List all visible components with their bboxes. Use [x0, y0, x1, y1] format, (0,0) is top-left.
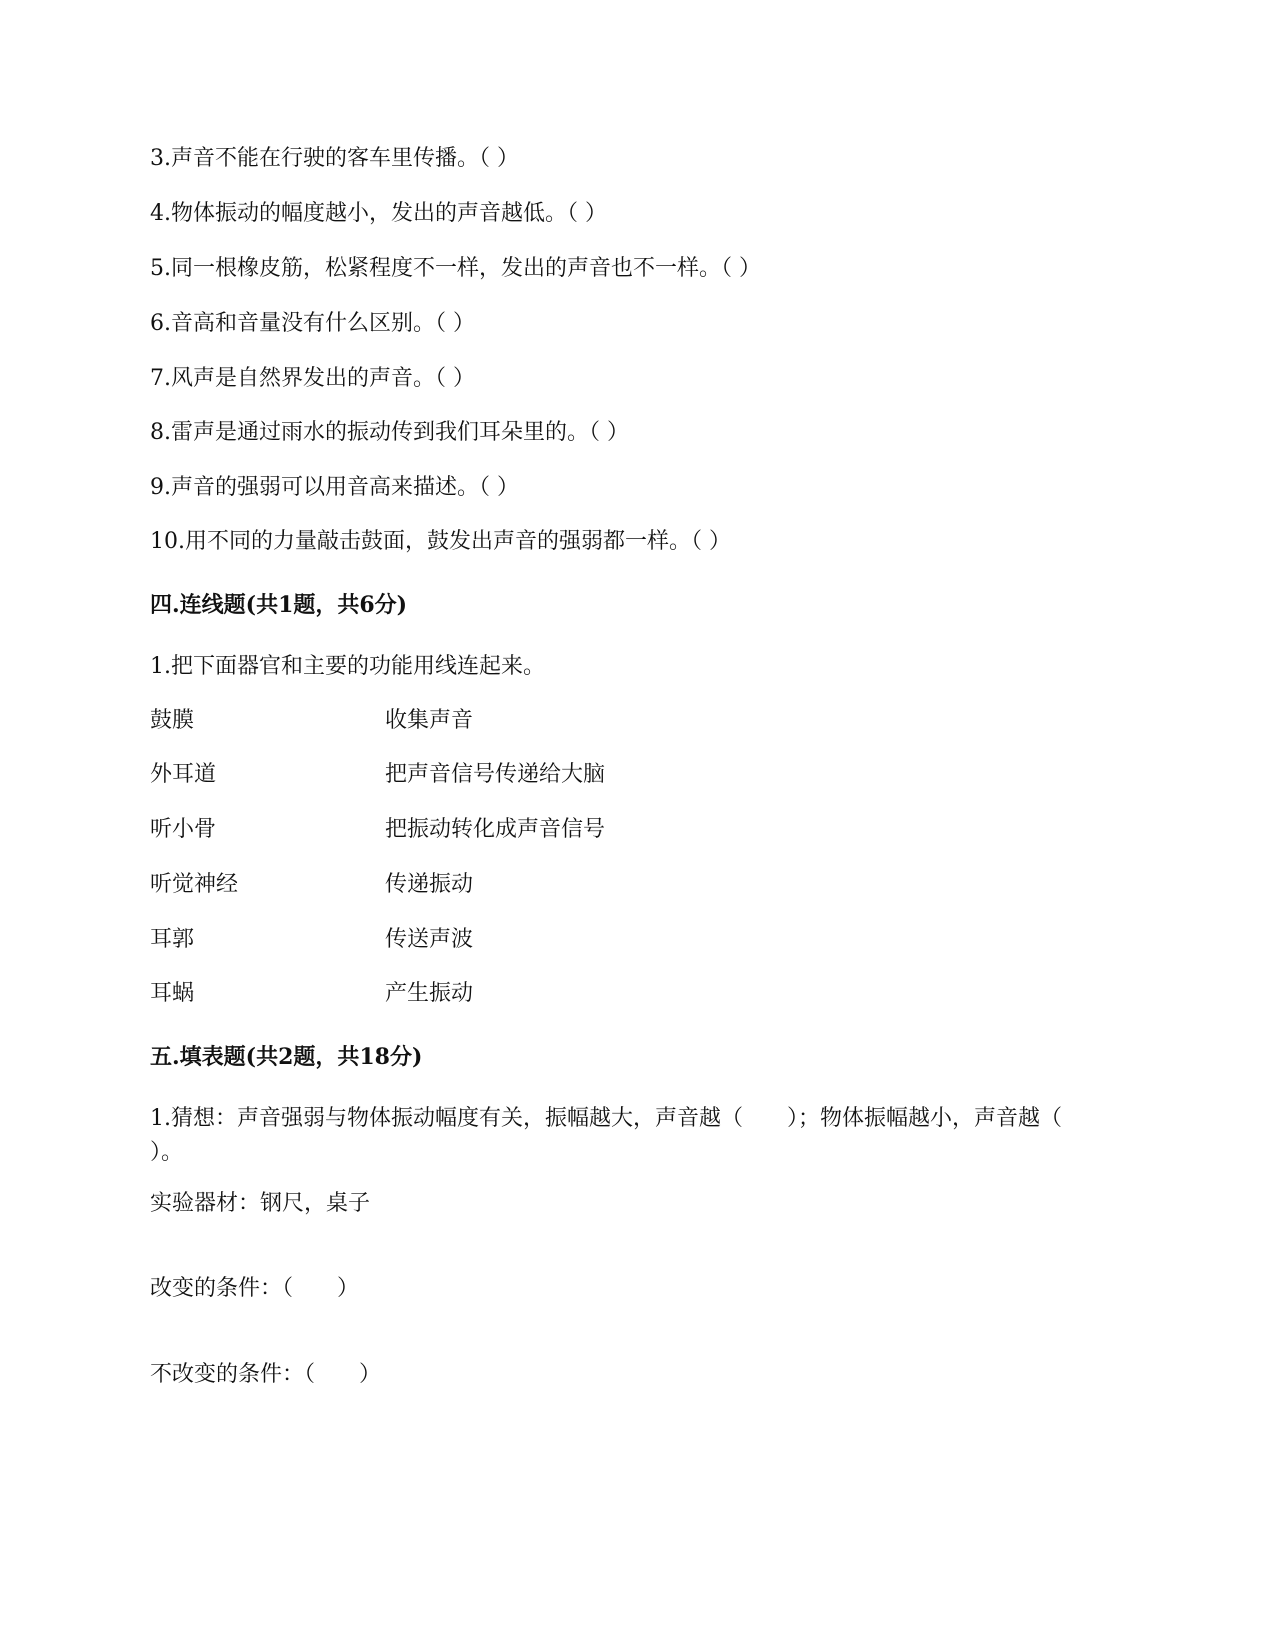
- table-fill-question: 1.猜想：声音强弱与物体振动幅度有关，振幅越大，声音越（ ）；物体振幅越小，声音越（ ）。: [150, 1106, 1107, 1165]
- section-heading-matching: 四.连线题(共1题，共6分): [150, 592, 408, 618]
- matching-right-item: 把振动转化成声音信号: [385, 817, 606, 842]
- judgement-item-3: 3.声音不能在行驶的客车里传播。（ ）: [150, 146, 519, 171]
- matching-right-item: 把声音信号传递给大脑: [385, 762, 606, 787]
- judgement-item-10: 10.用不同的力量敲击鼓面，鼓发出声音的强弱都一样。（ ）: [150, 529, 731, 554]
- matching-right-item: 收集声音: [385, 708, 474, 733]
- matching-right-item: 传送声波: [385, 927, 474, 952]
- matching-left-item: 外耳道: [150, 762, 217, 787]
- section-heading-table-fill: 五.填表题(共2题，共18分): [150, 1044, 423, 1070]
- matching-left-item: 耳蜗: [150, 981, 195, 1006]
- matching-question: 1.把下面器官和主要的功能用线连起来。: [150, 654, 545, 679]
- matching-left-item: 听觉神经: [150, 872, 239, 897]
- judgement-item-5: 5.同一根橡皮筋，松紧程度不一样，发出的声音也不一样。（ ）: [150, 256, 761, 281]
- matching-right-item: 传递振动: [385, 872, 474, 897]
- matching-left-item: 鼓膜: [150, 708, 195, 733]
- matching-left-item: 听小骨: [150, 817, 217, 842]
- judgement-item-7: 7.风声是自然界发出的声音。（ ）: [150, 366, 475, 391]
- matching-right-item: 产生振动: [385, 981, 474, 1006]
- unchanged-condition: 不改变的条件：（ ）: [150, 1362, 382, 1387]
- experiment-materials: 实验器材：钢尺，桌子: [150, 1191, 371, 1216]
- judgement-item-6: 6.音高和音量没有什么区别。（ ）: [150, 311, 475, 336]
- judgement-item-9: 9.声音的强弱可以用音高来描述。（ ）: [150, 475, 519, 500]
- judgement-item-4: 4.物体振动的幅度越小，发出的声音越低。（ ）: [150, 201, 607, 226]
- changed-condition: 改变的条件：（ ）: [150, 1276, 360, 1301]
- judgement-item-8: 8.雷声是通过雨水的振动传到我们耳朵里的。（ ）: [150, 420, 629, 445]
- matching-left-item: 耳郭: [150, 927, 195, 952]
